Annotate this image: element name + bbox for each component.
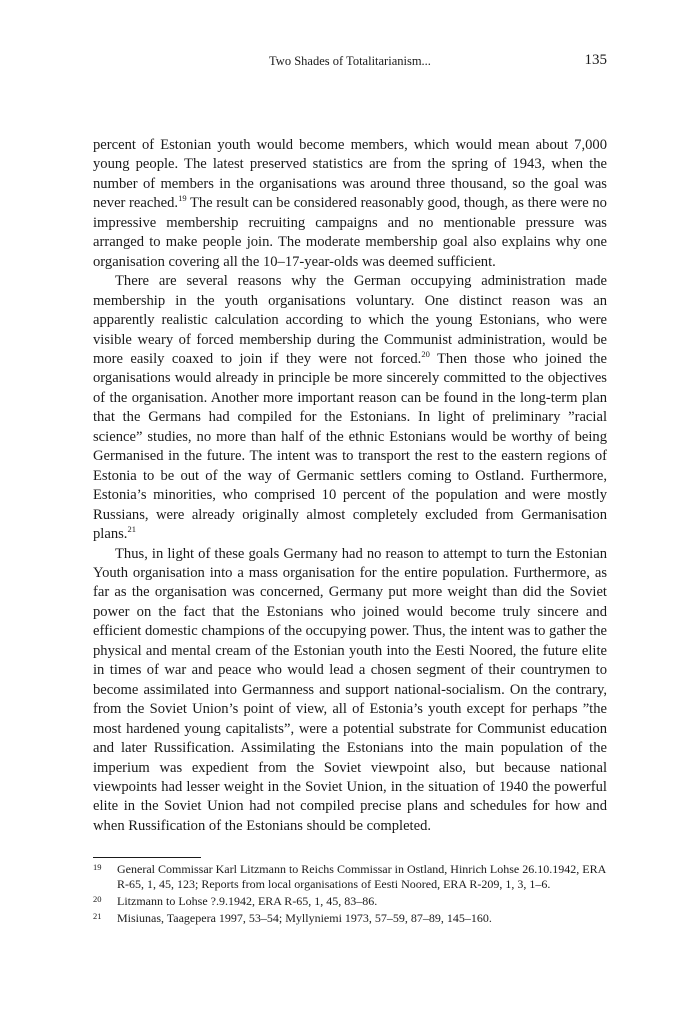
running-head (93, 54, 607, 74)
page-number: 135 (584, 52, 607, 68)
footnote-20 (93, 894, 607, 909)
footnote-ref-21: 21 (127, 524, 136, 535)
paragraph-2-text-a: There are several reasons why the German occupying administration made membership in the youth organisations voluntary. One distinct reason was an apparently realistic calculation according to which the young Estonians, who were visible weary of forced membership during the Communist administration, would be more easily coaxed to join if they were not forced. (93, 273, 607, 367)
paragraph-2 (93, 272, 607, 544)
footnote-text: Misiunas, Taagepera 1997, 53–54; Myllyniemi 1973, 57–59, 87–89, 145–160. (117, 911, 492, 926)
footnotes (93, 862, 607, 928)
footnote-text: Litzmann to Lohse ?.9.1942, ERA R-65, 1, 45, 83–86. (117, 894, 378, 909)
footnote-number: 20 (93, 894, 102, 905)
paragraph-2-text-b: Then those who joined the organisations would already in principle be more sincerely committed to the objectives of the organisation. Another more important reason can be found in the long-term plan that the Germans had compiled for the Estonians. In light of preliminary ”racial science” studies, no more than half of the ethnic Estonians would be worthy of being Germanised in the future. The intent was to transport the rest to the eastern regions of Estonia to be out of the way of Germanic settlers coming to Ostland. Furthermore, Estonia’s minorities, who comprised 10 percent of the population and were mostly Russians, were already originally almost completely excluded from Germanisation plans. (93, 350, 607, 543)
paragraph-1-text-b: The result can be considered reasonably good, though, as there were no impressive membership recruiting campaigns and no mentionable pressure was arranged to make people join. The moderate membership goal also explains why one organisation covering all the 10–17-year-olds was deemed sufficient. (93, 195, 607, 270)
footnote-19 (93, 862, 607, 893)
footnote-number: 21 (93, 911, 102, 922)
running-title: Two Shades of Totalitarianism... (269, 54, 431, 68)
paragraph-1 (93, 136, 607, 272)
footnote-ref-20: 20 (421, 348, 430, 359)
footnote-text: General Commissar Karl Litzmann to Reichs Commissar in Ostland, Hinrich Lohse 26.10.1942, ERA R-65, 1, 45, 123; Reports from local organisations of Eesti Noored, ERA R-209, 1, 3, 1–6. (117, 862, 606, 892)
footnote-ref-19: 19 (178, 193, 187, 204)
paragraph-3: Thus, in light of these goals Germany had no reason to attempt to turn the Estonian Youth organisation into a mass organisation for the entire population. Furthermore, as far as the organisation was concerned, Germany put more weight than did the Soviet power on the fact that the Estonians who joined would become truly sincere and efficient domestic champions of the occupying power. Thus, the intent was to gather the physical and mental cream of the Estonian youth into the Eesti Noored, the future elite in times of war and peace who would lead a chosen segment of their countrymen to become assimilated into Germanness and support national-socialism. On the contrary, from the Soviet Union’s point of view, all of Estonia’s youth except for perhaps ”the most hardened young capitalists”, were a potential substrate for Communist education and later Russification. Assimilating the Estonians into the main population of the imperium was expedient from the Soviet viewpoint also, but because national viewpoints had lesser weight in the Soviet Union, in the situation of 1940 the powerful elite in the Soviet Union had not compiled precise plans and schedules for how and when Russification of the Estonians should be completed. (93, 545, 607, 834)
paragraph-1-text-a: percent of Estonian youth would become members, which would mean about 7,000 young people. The latest preserved statistics are from the spring of 1943, when the number of members in the organisations was around three thousand, so the goal was never reached. (93, 137, 607, 212)
footnote-21 (93, 911, 607, 926)
footnote-number: 19 (93, 862, 102, 872)
footnote-divider (93, 857, 201, 858)
body-text (93, 136, 607, 836)
